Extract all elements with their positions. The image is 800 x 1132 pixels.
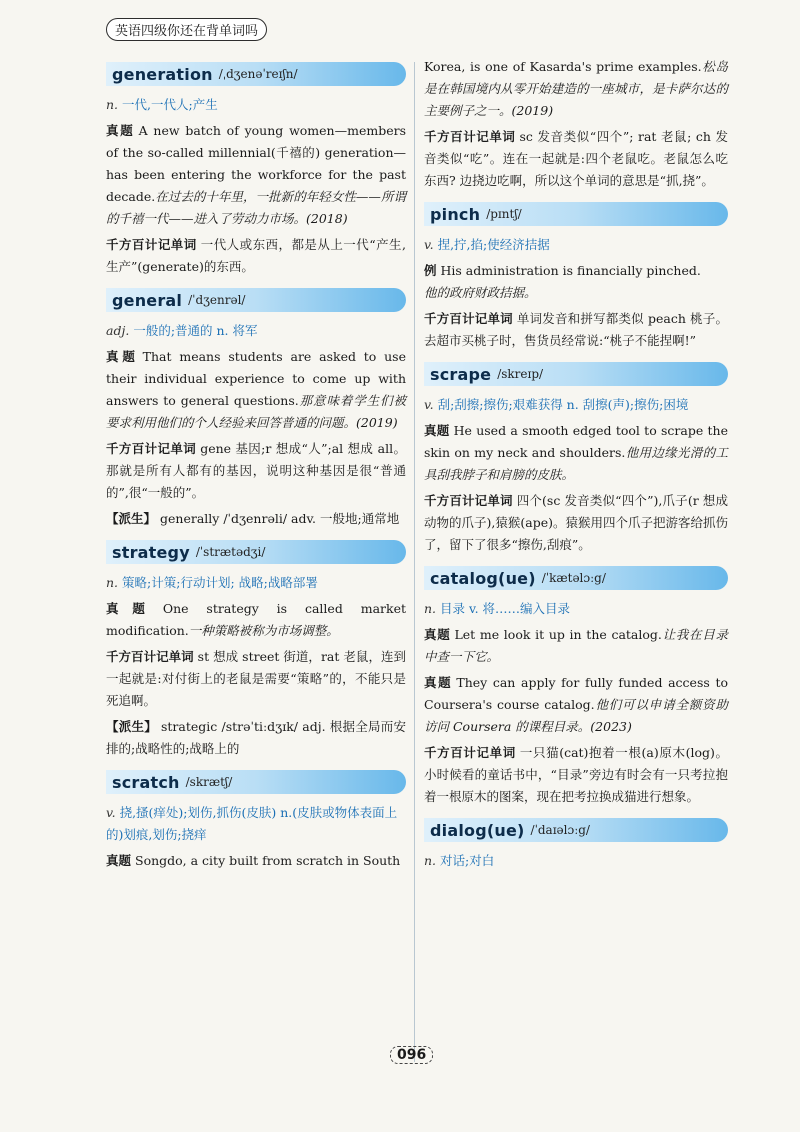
entry-header bbox=[424, 362, 728, 386]
phonetic: /ˈkætəlɔːg/ bbox=[541, 571, 606, 585]
entry-header bbox=[106, 540, 406, 564]
entry-scrape bbox=[424, 362, 728, 556]
memory-tip: 千方百计记单词 一代人或东西，都是从上一代“产生,生产”(generate)的东西。 bbox=[106, 237, 406, 274]
exam-sentence: 真题 That means students are asked to use their individual experience to come up with answers to general questions.那意味着学生们被要求利用他们的个人经验来回答普通的问题。(2019) bbox=[106, 349, 406, 430]
phonetic: /pɪntʃ/ bbox=[486, 207, 522, 221]
entry-header bbox=[106, 62, 406, 86]
entry-general bbox=[106, 288, 406, 530]
phonetic: /ˈdʒenrəl/ bbox=[188, 293, 246, 307]
exam-sentence-continued: Korea, is one of Kasarda's prime examples.松岛是在韩国境内从零开始建造的一座城市，是卡萨尔达的主要例子之一。(2019) bbox=[424, 59, 728, 118]
exam-sentence-2: 真题 They can apply for fully funded access to Coursera's course catalog.他们可以申请全额资助访问 Coursera 的课程目录。(2023) bbox=[424, 675, 728, 734]
memory-tip: 千方百计记单词 st 想成 street 街道，rat 老鼠，连到一起就是:对付街上的老鼠是需要“策略”的，不能只是死追啊。 bbox=[106, 649, 406, 708]
exam-sentence: 真题 Songdo, a city built from scratch in South bbox=[106, 853, 401, 868]
phonetic: /ˈdaɪəlɔːg/ bbox=[530, 823, 590, 837]
memory-tip: 千方百计记单词 四个(sc 发音类似“四个”),爪子(r 想成动物的爪子),猿猴(ape)。猿猴用四个爪子把游客给抓伤了，留下了很多“擦伤,刮痕”。 bbox=[424, 493, 728, 552]
definition: v. 捏,拧,掐;使经济拮据 bbox=[424, 237, 550, 252]
derivative: 【派生】 strategic /strəˈtiːdʒɪk/ adj. 根据全局而安排的;战略性的;战略上的 bbox=[106, 719, 406, 756]
book-title-tag: 英语四级你还在背单词吗 bbox=[106, 18, 267, 41]
exam-sentence: 真题 One strategy is called market modification.一种策略被称为市场调整。 bbox=[106, 601, 406, 638]
entry-generation bbox=[106, 62, 406, 278]
phonetic: /ˈstrætədʒi/ bbox=[195, 545, 266, 559]
memory-tip: 千方百计记单词 gene 基因;r 想成“人”;al 想成 all。那就是所有人都有的基因，说明这种基因是很“普通的”,很“一般的”。 bbox=[106, 441, 406, 500]
entry-header bbox=[424, 202, 728, 226]
exam-sentence: 真题 A new batch of young women—members of the so-called millennial(千禧的) generation—has been entering the workforce for the past decade.在过去的十年里，一批新的年轻女性——所谓的千禧一代——进入了劳动力市场。(2018) bbox=[106, 123, 406, 226]
headword: general bbox=[112, 290, 183, 310]
left-column bbox=[106, 62, 406, 882]
exam-sentence: 真题 He used a smooth edged tool to scrape the skin on my neck and shoulders.他用边缘光滑的工具刮我脖子和肩膀的皮肤。 bbox=[424, 423, 728, 482]
definition: n. 一代,一代人;产生 bbox=[106, 97, 218, 112]
definition: v. 刮;刮擦;擦伤;艰难获得 n. 刮擦(声);擦伤;困境 bbox=[424, 397, 689, 412]
exam-sentence: 真题 Let me look it up in the catalog.让我在目录中查一下它。 bbox=[424, 627, 728, 664]
page-number: 096 bbox=[390, 1046, 433, 1064]
memory-tip: 千方百计记单词 单词发音和拼写都类似 peach 桃子。去超市买桃子时，售货员经常说:“桃子不能捏啊!” bbox=[424, 311, 728, 348]
entry-dialogue bbox=[424, 818, 728, 872]
entry-header bbox=[106, 288, 406, 312]
entry-header bbox=[106, 770, 406, 794]
example-sentence: 例 His administration is financially pinched. 他的政府财政拮据。 bbox=[424, 263, 701, 300]
phonetic: /skrætʃ/ bbox=[185, 775, 233, 789]
right-column bbox=[424, 56, 728, 882]
entry-catalogue bbox=[424, 566, 728, 808]
entry-strategy bbox=[106, 540, 406, 760]
definition: adj. 一般的;普通的 n. 将军 bbox=[106, 323, 258, 338]
headword: catalog(ue) bbox=[430, 568, 536, 588]
headword: scratch bbox=[112, 772, 180, 792]
headword: strategy bbox=[112, 542, 190, 562]
headword: dialog(ue) bbox=[430, 820, 525, 840]
entry-scratch bbox=[106, 770, 406, 872]
definition: n. 对话;对白 bbox=[424, 853, 495, 868]
derivative: 【派生】 generally /ˈdʒenrəli/ adv. 一般地;通常地 bbox=[106, 511, 400, 526]
headword: pinch bbox=[430, 204, 481, 224]
entry-header bbox=[424, 818, 728, 842]
column-divider bbox=[414, 62, 415, 1062]
entry-scratch-continued bbox=[424, 56, 728, 192]
memory-tip: 千方百计记单词 sc 发音类似“四个”; rat 老鼠; ch 发音类似“吃”。连在一起就是:四个老鼠吃。老鼠怎么吃东西? 边挠边吃啊，所以这个单词的意思是“抓,挠”。 bbox=[424, 129, 728, 188]
memory-tip: 千方百计记单词 一只猫(cat)抱着一根(a)原木(log)。小时候看的童话书中，“目录”旁边有时会有一只考拉抱着一根原木的图案，现在把考拉换成猫进行想象。 bbox=[424, 745, 728, 804]
definition: n. 目录 v. 将……编入目录 bbox=[424, 601, 571, 616]
headword: generation bbox=[112, 64, 213, 84]
phonetic: /skreɪp/ bbox=[497, 367, 544, 381]
entry-header bbox=[424, 566, 728, 590]
phonetic: /ˌdʒenəˈreɪʃn/ bbox=[218, 67, 298, 81]
entry-pinch bbox=[424, 202, 728, 352]
definition: n. 策略;计策;行动计划; 战略;战略部署 bbox=[106, 575, 318, 590]
headword: scrape bbox=[430, 364, 492, 384]
definition: v. 挠,搔(痒处);划伤,抓伤(皮肤) n.(皮肤或物体表面上的)划痕,划伤;挠痒 bbox=[106, 805, 398, 842]
